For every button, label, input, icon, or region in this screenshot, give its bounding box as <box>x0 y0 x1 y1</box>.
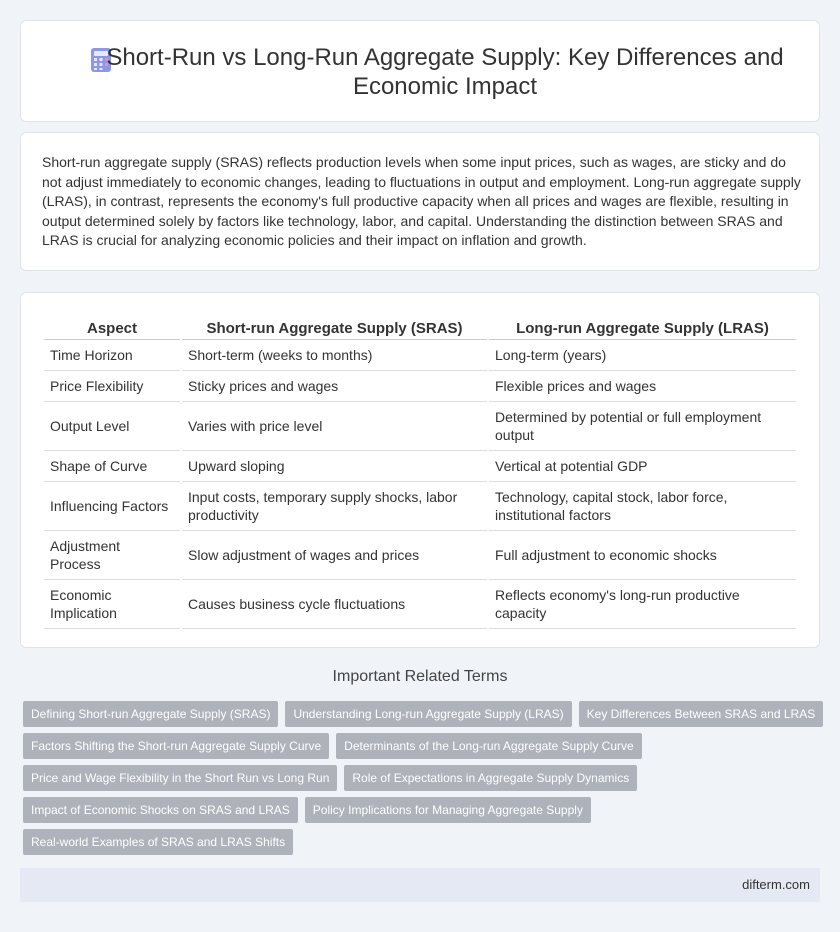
row-sras: Upward sloping <box>182 451 487 482</box>
table-row <box>44 371 796 402</box>
footer <box>20 868 820 902</box>
row-lras: Long-term (years) <box>489 340 796 371</box>
row-aspect: Time Horizon <box>44 340 180 371</box>
comparison-table <box>42 315 798 629</box>
header-card <box>20 20 820 122</box>
row-sras: Input costs, temporary supply shocks, labor productivity <box>182 482 487 531</box>
table-header-row <box>44 315 796 340</box>
comparison-card <box>20 292 820 648</box>
table-row <box>44 402 796 451</box>
row-aspect: Shape of Curve <box>44 451 180 482</box>
related-term-link[interactable]: Understanding Long-run Aggregate Supply (LRAS) <box>285 701 571 727</box>
related-term-link[interactable]: Role of Expectations in Aggregate Supply Dynamics <box>344 765 637 791</box>
row-aspect: Output Level <box>44 402 180 451</box>
header-sras: Short-run Aggregate Supply (SRAS) <box>182 315 487 340</box>
related-term-link[interactable]: Real-world Examples of SRAS and LRAS Shifts <box>23 829 293 855</box>
row-lras: Reflects economy's long-run productive capacity <box>489 580 796 629</box>
related-term-link[interactable]: Determinants of the Long-run Aggregate Supply Curve <box>336 733 642 759</box>
related-term-link[interactable]: Policy Implications for Managing Aggregate Supply <box>305 797 591 823</box>
related-term-link[interactable]: Impact of Economic Shocks on SRAS and LRAS <box>23 797 298 823</box>
row-lras: Flexible prices and wages <box>489 371 796 402</box>
header-lras: Long-run Aggregate Supply (LRAS) <box>489 315 796 340</box>
header-aspect: Aspect <box>44 315 180 340</box>
row-sras: Causes business cycle fluctuations <box>182 580 487 629</box>
row-sras: Varies with price level <box>182 402 487 451</box>
related-terms-title: Important Related Terms <box>332 668 508 685</box>
row-sras: Sticky prices and wages <box>182 371 487 402</box>
row-aspect: Economic Implication <box>44 580 180 629</box>
row-lras: Determined by potential or full employment output <box>489 402 796 451</box>
row-sras: Slow adjustment of wages and prices <box>182 531 487 580</box>
row-aspect: Influencing Factors <box>44 482 180 531</box>
table-row <box>44 451 796 482</box>
intro-card <box>20 132 820 271</box>
intro-paragraph: Short-run aggregate supply (SRAS) reflects production levels when some input prices, such as wages, are sticky and do not adjust immediately to economic changes, leading to fluctuations in output and employment. Long-run aggregate supply (LRAS), in contrast, represents the economy's full productive capacity when all prices and wages are flexible, resulting in output determined solely by factors like technology, labor, and capital. Understanding the distinction between SRAS and LRAS is crucial for analyzing economic policies and their impact on inflation and growth. <box>42 154 801 249</box>
related-term-link[interactable]: Defining Short-run Aggregate Supply (SRAS) <box>23 701 278 727</box>
table-row <box>44 531 796 580</box>
row-lras: Vertical at potential GDP <box>489 451 796 482</box>
table-row <box>44 580 796 629</box>
footer-site-link[interactable]: difterm.com <box>742 877 810 892</box>
row-lras: Full adjustment to economic shocks <box>489 531 796 580</box>
row-aspect: Adjustment Process <box>44 531 180 580</box>
row-sras: Short-term (weeks to months) <box>182 340 487 371</box>
related-terms-list <box>23 701 823 861</box>
table-row <box>44 482 796 531</box>
related-term-link[interactable]: Key Differences Between SRAS and LRAS <box>579 701 824 727</box>
row-aspect: Price Flexibility <box>44 371 180 402</box>
related-term-link[interactable]: Price and Wage Flexibility in the Short Run vs Long Run <box>23 765 337 791</box>
related-term-link[interactable]: Factors Shifting the Short-run Aggregate Supply Curve <box>23 733 329 759</box>
row-lras: Technology, capital stock, labor force, institutional factors <box>489 482 796 531</box>
page-title: Short-Run vs Long-Run Aggregate Supply: Key Differences and Economic Impact <box>106 44 784 100</box>
table-row <box>44 340 796 371</box>
